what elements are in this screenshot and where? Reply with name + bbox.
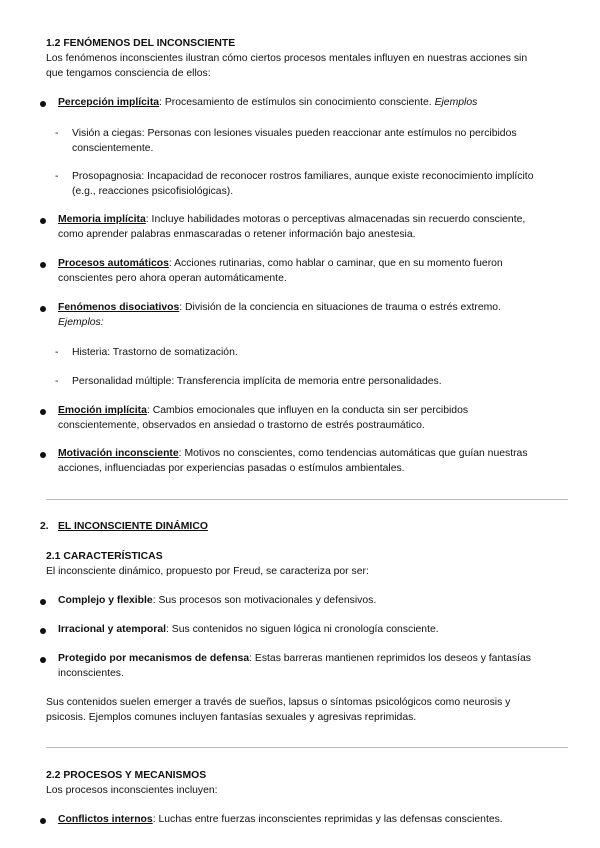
- list-item-text: : Incluye habilidades motoras o perceptivas almacenadas sin recuerdo consciente,: [145, 214, 526, 225]
- term-memoria-implicita: Memoria implícita: [58, 214, 146, 225]
- list-item: [58, 446, 528, 461]
- bullet-icon: [40, 409, 46, 415]
- bullet-icon: [40, 628, 46, 634]
- dash-icon: -: [55, 347, 59, 358]
- list-item-text: : Acciones rutinarias, como hablar o caminar, que en su momento fueron: [168, 258, 503, 269]
- list-item: [58, 593, 376, 608]
- list-item: [58, 256, 503, 271]
- sub-list-item: Prosopagnosia: Incapacidad de reconocer rostros familiares, aunque existe reconocimiento implícito: [72, 171, 534, 182]
- bullet-icon: [40, 818, 46, 824]
- list-item-italic: Ejemplos:: [58, 317, 104, 328]
- list-item-text: : Motivos no conscientes, como tendencias automáticas que guían nuestras: [178, 448, 528, 459]
- term-conflictos-internos: Conflictos internos: [58, 814, 153, 825]
- sub-list-item-cont: (e.g., reacciones psicofisiológicas).: [72, 186, 234, 197]
- list-item-text: : División de la conciencia en situaciones de trauma o estrés extremo.: [179, 302, 501, 313]
- horizontal-rule: [46, 499, 568, 500]
- term-complejo-flexible: Complejo y flexible: [58, 595, 153, 606]
- bullet-icon: [40, 262, 46, 268]
- paragraph-line: Sus contenidos suelen emerger a través de sueños, lapsus o síntomas psicológicos como neurosis y: [46, 697, 511, 708]
- list-item-text: : Estas barreras mantienen reprimidos los deseos y fantasías: [249, 653, 531, 664]
- list-item-text: : Procesamiento de estímulos sin conocimiento consciente.: [159, 97, 435, 108]
- section-heading-2: EL INCONSCIENTE DINÁMICO: [58, 521, 208, 532]
- list-item-cont: conscientemente, observados en ansiedad o trastorno de estrés postraumático.: [58, 420, 425, 431]
- term-protegido-defensa: Protegido por mecanismos de defensa: [58, 653, 250, 664]
- list-item: [58, 212, 525, 227]
- dash-icon: -: [55, 128, 59, 139]
- section-number: 2.: [40, 521, 49, 532]
- list-item-italic: Ejemplos: [434, 97, 478, 108]
- section-intro-line: Los procesos inconscientes incluyen:: [46, 785, 218, 796]
- list-item-cont: como aprender palabras enmascaradas o retener información bajo anestesia.: [58, 229, 416, 240]
- dash-icon: -: [55, 171, 59, 182]
- term-motivacion-inconsciente: Motivación inconsciente: [58, 448, 179, 459]
- list-item: [58, 651, 531, 666]
- section-intro-line: que tengamos consciencia de ellos:: [46, 68, 211, 79]
- section-intro-line: El inconsciente dinámico, propuesto por Freud, se caracteriza por ser:: [46, 566, 369, 577]
- sub-list-item: Personalidad múltiple: Transferencia implícita de memoria entre personalidades.: [72, 376, 442, 387]
- horizontal-rule: [46, 747, 568, 748]
- dash-icon: -: [55, 376, 59, 387]
- list-item-cont: conscientes pero ahora operan automáticamente.: [58, 273, 287, 284]
- bullet-icon: [40, 452, 46, 458]
- list-item-text: : Luchas entre fuerzas inconscientes reprimidas y las defensas conscientes.: [152, 814, 503, 825]
- bullet-icon: [40, 657, 46, 663]
- list-item-text: : Sus contenidos no siguen lógica ni cronología consciente.: [166, 624, 439, 635]
- section-heading-2-2: 2.2 PROCESOS Y MECANISMOS: [46, 770, 207, 781]
- term-fenomenos-disociativos: Fenómenos disociativos: [58, 302, 180, 313]
- paragraph-line: psicosis. Ejemplos comunes incluyen fantasías sexuales y agresivas reprimidas.: [46, 712, 417, 723]
- list-item: [58, 812, 503, 827]
- term-irracional-atemporal: Irracional y atemporal: [58, 624, 166, 635]
- sub-list-item: Histeria: Trastorno de somatización.: [72, 347, 238, 358]
- bullet-icon: [40, 306, 46, 312]
- list-item-text: : Sus procesos son motivacionales y defensivos.: [152, 595, 377, 606]
- section-heading-2-1: 2.1 CARACTERÍSTICAS: [46, 551, 163, 562]
- section-heading-1-2: 1.2 FENÓMENOS DEL INCONSCIENTE: [46, 38, 236, 49]
- list-item-cont: acciones, influenciadas por experiencias pasadas o estímulos ambientales.: [58, 463, 405, 474]
- term-procesos-automaticos: Procesos automáticos: [58, 258, 169, 269]
- bullet-icon: [40, 101, 46, 107]
- bullet-icon: [40, 599, 46, 605]
- list-item: [58, 403, 468, 418]
- sub-list-item-cont: conscientemente.: [72, 143, 154, 154]
- list-item-cont: inconscientes.: [58, 668, 124, 679]
- term-emocion-implicita: Emoción implícita: [58, 405, 147, 416]
- section-intro-line: Los fenómenos inconscientes ilustran cómo ciertos procesos mentales influyen en nuestras acciones sin: [46, 53, 528, 64]
- list-item: [58, 622, 439, 637]
- list-item: [58, 95, 477, 110]
- bullet-icon: [40, 218, 46, 224]
- sub-list-item: Visión a ciegas: Personas con lesiones visuales pueden reaccionar ante estímulos no percibidos: [72, 128, 517, 139]
- list-item: [58, 300, 501, 315]
- term-percepcion-implicita: Percepción implícita: [58, 97, 160, 108]
- list-item-text: : Cambios emocionales que influyen en la conducta sin ser percibidos: [146, 405, 469, 416]
